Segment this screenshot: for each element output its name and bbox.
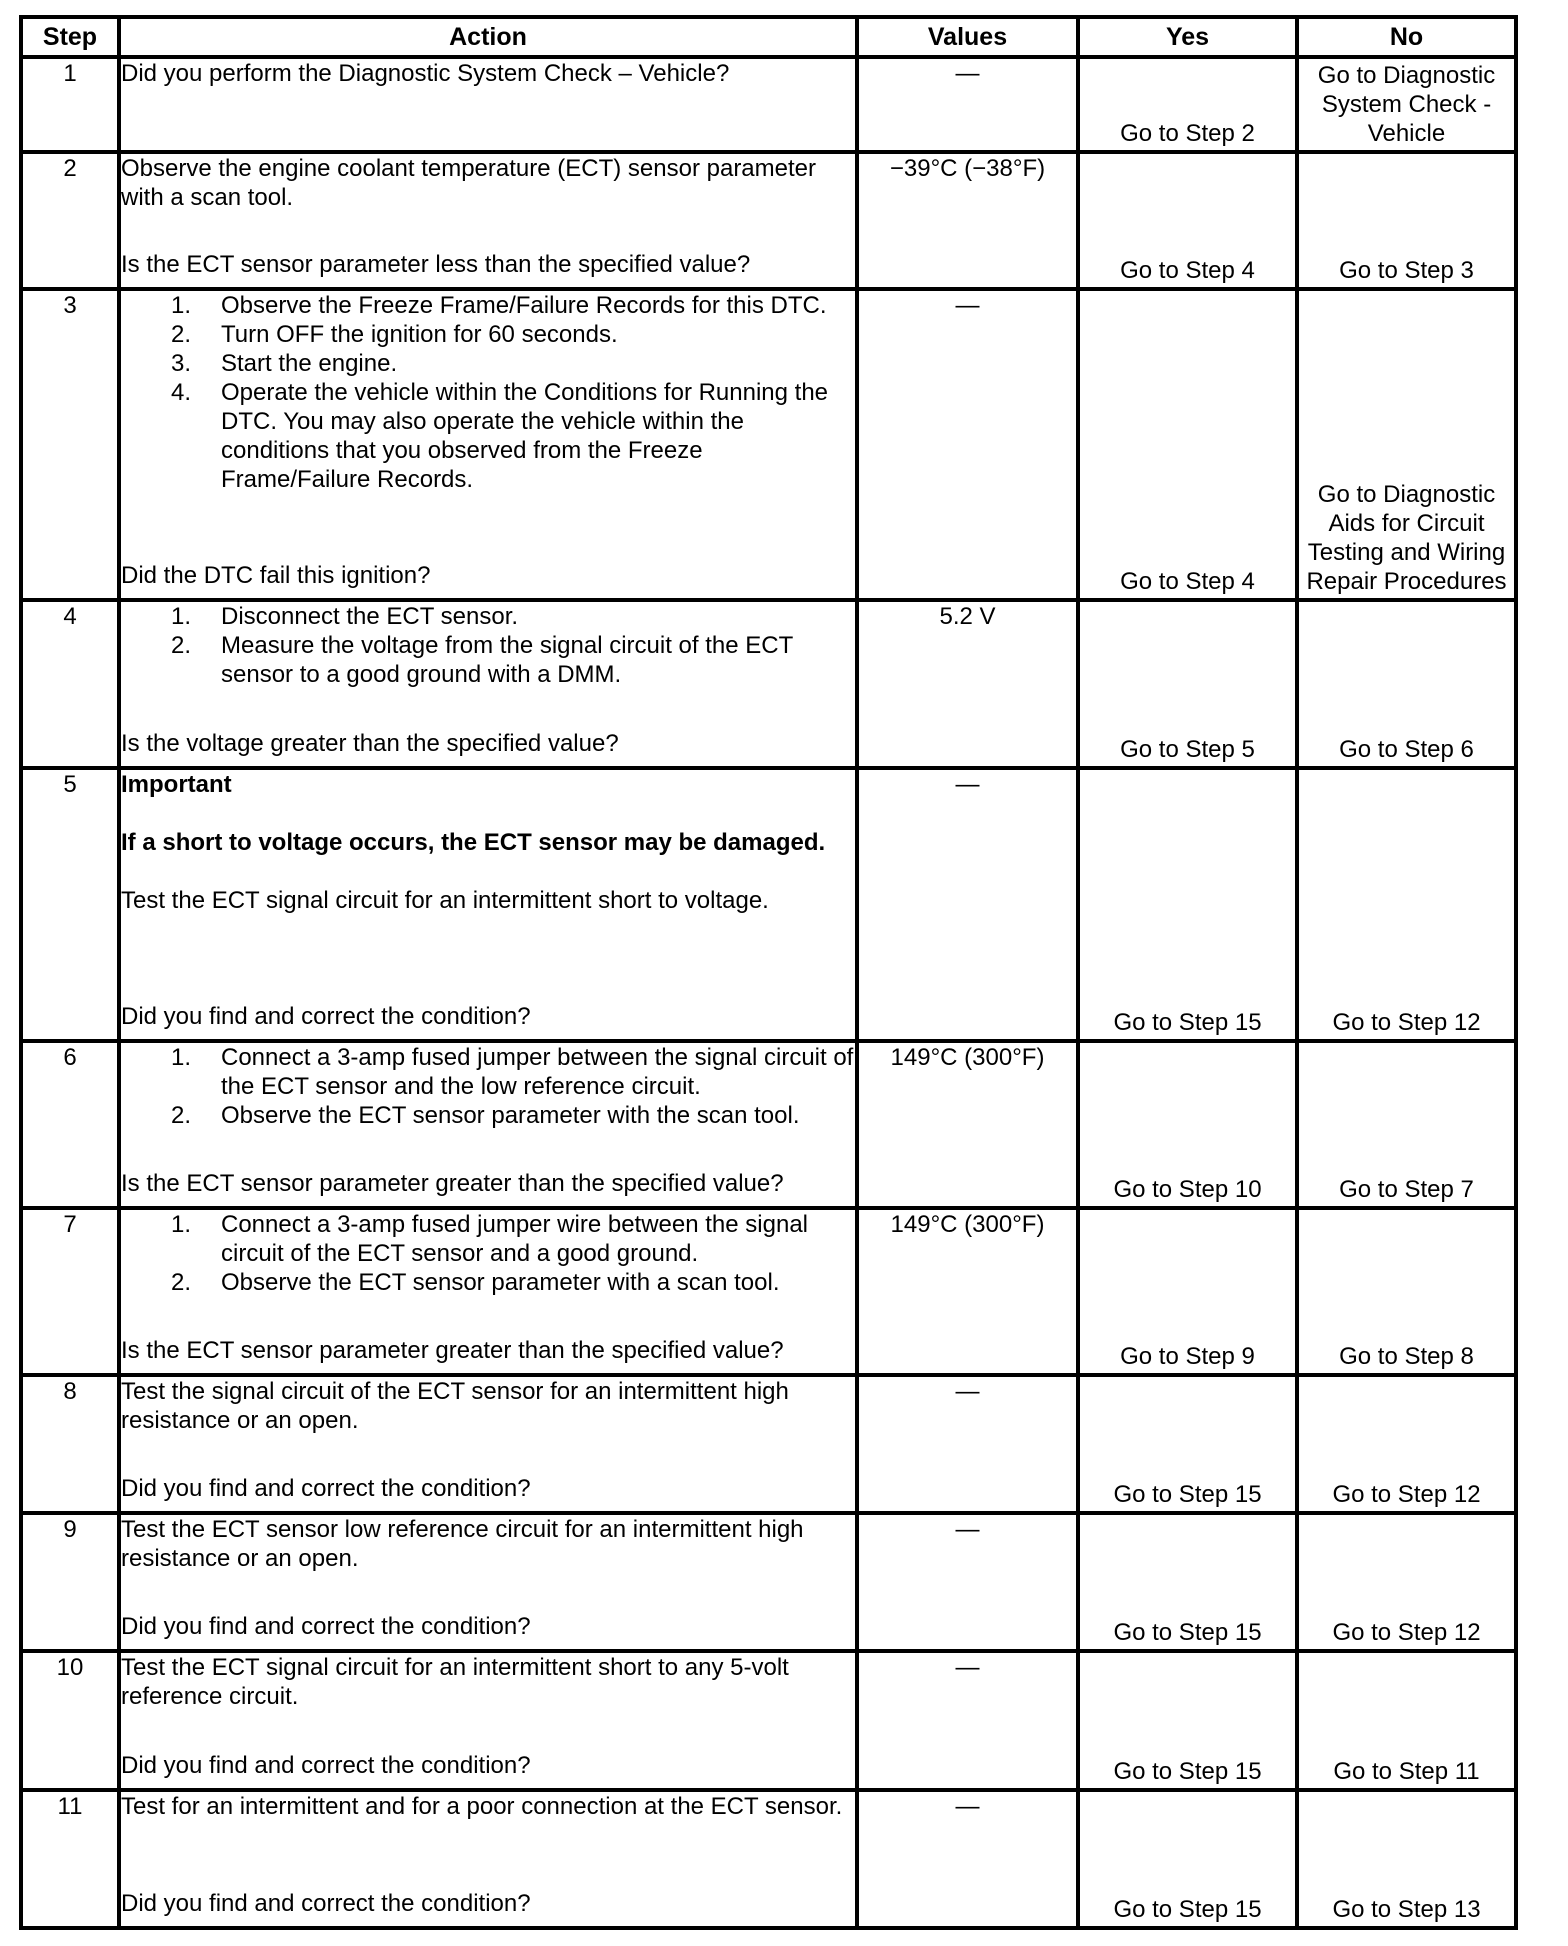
yes-goto-link[interactable]: Go to Step 10 [1113,1176,1262,1203]
procedure-list [121,1210,855,1297]
yes-goto-link[interactable]: Go to Step 9 [1120,1343,1255,1370]
value-cell: 5.2 V [857,600,1078,768]
yes-goto-link[interactable]: Go to Step 2 [1120,120,1255,147]
yes-goto-link[interactable]: Go to Step 4 [1120,568,1255,595]
step-number: 5 [21,768,119,1041]
yes-cell [1078,1513,1297,1651]
yes-goto-link[interactable]: Go to Step 5 [1120,736,1255,763]
step-number: 3 [21,289,119,600]
value-cell: 149°C (300°F) [857,1208,1078,1375]
no-goto-link[interactable]: Go to Step 7 [1339,1176,1474,1203]
action-text: Test the ECT sensor low reference circuit for an intermittent high resistance or an open. [121,1516,804,1572]
no-cell [1297,1790,1516,1928]
list-item-text: Connect a 3-amp fused jumper wire between the signal circuit of the ECT sensor and a good ground. [221,1211,808,1267]
action-content [121,59,855,142]
no-goto-link[interactable]: Go to Step 12 [1332,1619,1481,1646]
action-question: Is the ECT sensor parameter greater than the specified value? [121,1337,784,1364]
table-body [21,57,1516,1928]
yes-goto-link[interactable]: Go to Step 15 [1113,1481,1262,1508]
action-instructions [121,1210,855,1297]
list-item-text: Measure the voltage from the signal circuit of the ECT sensor to a good ground with a DMM. [221,632,793,688]
list-item-text: Operate the vehicle within the Conditions for Running the DTC. You may also operate the vehicle within the conditions that you observed from the Freeze Frame/Failure Records. [221,379,829,493]
yes-goto-link[interactable]: Go to Step 15 [1113,1758,1262,1785]
no-cell [1297,768,1516,1041]
action-cell [119,57,857,152]
important-text: If a short to voltage occurs, the ECT sensor may be damaged. [121,829,826,856]
action-question: Is the ECT sensor parameter less than the specified value? [121,251,751,278]
list-item-text: Disconnect the ECT sensor. [221,603,519,630]
header-step: Step [21,17,119,57]
yes-goto-link[interactable]: Go to Step 15 [1113,1009,1262,1036]
no-cell [1297,1375,1516,1513]
action-question: Is the ECT sensor parameter greater than the specified value? [121,1170,784,1197]
list-item-number: 2. [171,632,192,659]
no-goto-link[interactable]: Go to Step 12 [1332,1009,1481,1036]
action-instructions [121,1515,855,1573]
header-row [21,17,1516,57]
list-item-text: Observe the Freeze Frame/Failure Records for this DTC. [221,292,827,319]
yes-goto-link[interactable]: Go to Step 15 [1113,1619,1262,1646]
action-text: Test the signal circuit of the ECT sensor for an intermittent high resistance or an open. [121,1378,789,1434]
action-text: Test the ECT signal circuit for an intermittent short to any 5-volt reference circuit. [121,1654,789,1710]
yes-cell [1078,57,1297,152]
list-item [171,1101,855,1130]
action-content [121,770,855,1031]
value-cell: — [857,1513,1078,1651]
action-question: Did you find and correct the condition? [121,1475,531,1502]
action-cell [119,1208,857,1375]
action-question: Did you find and correct the condition? [121,1613,531,1640]
value-cell: — [857,768,1078,1041]
step-number: 2 [21,152,119,289]
no-goto-link[interactable]: Go to Step 3 [1339,257,1474,284]
list-item-number: 3. [171,350,192,377]
action-cell [119,1513,857,1651]
action-text: Test for an intermittent and for a poor connection at the ECT sensor. [121,1793,843,1820]
list-item [171,1210,855,1268]
action-instructions [121,1043,855,1130]
table-row [21,1651,1516,1790]
no-cell [1297,1513,1516,1651]
list-item-number: 1. [171,603,192,630]
list-item-number: 2. [171,1269,192,1296]
action-cell [119,1790,857,1928]
action-instructions [121,291,855,494]
table-row [21,289,1516,600]
action-instructions [121,602,855,689]
action-content [121,1792,855,1918]
value-cell: −39°C (−38°F) [857,152,1078,289]
no-goto-link[interactable]: Go to Step 11 [1333,1758,1480,1785]
action-instructions [121,59,855,88]
table-row [21,1041,1516,1208]
action-question: Did you find and correct the condition? [121,1752,531,1779]
value-cell: — [857,57,1078,152]
step-number: 4 [21,600,119,768]
yes-cell [1078,768,1297,1041]
action-content [121,1515,855,1641]
action-content [121,154,855,279]
action-text: Test the ECT signal circuit for an intermittent short to voltage. [121,887,769,914]
no-cell [1297,1041,1516,1208]
action-question: Did you find and correct the condition? [121,1890,531,1917]
list-item-number: 1. [171,1044,192,1071]
list-item-text: Observe the ECT sensor parameter with a scan tool. [221,1269,780,1296]
step-number: 7 [21,1208,119,1375]
yes-goto-link[interactable]: Go to Step 15 [1113,1896,1262,1923]
action-instructions [121,154,855,212]
list-item [171,320,855,349]
no-cell [1297,57,1516,152]
table-row [21,1790,1516,1928]
list-item-number: 4. [171,379,192,406]
value-cell: — [857,1375,1078,1513]
step-number: 1 [21,57,119,152]
header-values: Values [857,17,1078,57]
yes-cell [1078,152,1297,289]
no-goto-link[interactable]: Go to Step 12 [1332,1481,1481,1508]
action-question: Did you find and correct the condition? [121,1003,531,1030]
list-item-number: 2. [171,1102,192,1129]
action-instructions [121,1792,855,1821]
yes-cell [1078,289,1297,600]
list-item-number: 2. [171,321,192,348]
action-instructions [121,770,855,915]
action-cell [119,600,857,768]
yes-goto-link[interactable]: Go to Step 4 [1120,257,1255,284]
action-cell [119,1041,857,1208]
list-item [171,631,855,689]
table-row [21,768,1516,1041]
diagnostic-table [19,15,1518,1930]
table-row [21,1375,1516,1513]
yes-cell [1078,1041,1297,1208]
header-action: Action [119,17,857,57]
step-number: 9 [21,1513,119,1651]
action-question: Is the voltage greater than the specified value? [121,730,619,757]
list-item [171,349,855,378]
action-cell [119,1375,857,1513]
yes-cell [1078,1208,1297,1375]
step-number: 8 [21,1375,119,1513]
action-instructions [121,1653,855,1711]
important-title: Important [121,771,232,798]
action-content [121,1653,855,1780]
list-item [171,1268,855,1297]
procedure-list [121,1043,855,1130]
no-cell [1297,152,1516,289]
no-cell [1297,600,1516,768]
header-yes: Yes [1078,17,1297,57]
table-row [21,57,1516,152]
table-row [21,1208,1516,1375]
step-number: 11 [21,1790,119,1928]
list-item [171,1043,855,1101]
list-item-text: Connect a 3-amp fused jumper between the signal circuit of the ECT sensor and the low reference circuit. [221,1044,854,1100]
action-question: Did the DTC fail this ignition? [121,562,431,589]
value-cell: — [857,1790,1078,1928]
yes-cell [1078,1651,1297,1790]
action-instructions [121,1377,855,1435]
procedure-list [121,602,855,689]
list-item-number: 1. [171,1211,192,1238]
no-cell [1297,1208,1516,1375]
no-goto-link[interactable]: Go to Step 13 [1332,1896,1481,1923]
yes-cell [1078,600,1297,768]
list-item [171,378,855,494]
no-goto-link[interactable]: Go to Step 6 [1339,736,1474,763]
action-cell [119,1651,857,1790]
header-no: No [1297,17,1516,57]
action-cell [119,768,857,1041]
table-row [21,1513,1516,1651]
yes-cell [1078,1790,1297,1928]
list-item-text: Start the engine. [221,350,398,377]
procedure-list [121,291,855,494]
action-content [121,1043,855,1198]
no-goto-link[interactable]: Go to Diagnostic System Check - Vehicle [1317,62,1496,147]
no-cell [1297,1651,1516,1790]
list-item [171,291,855,320]
step-number: 6 [21,1041,119,1208]
no-goto-link[interactable]: Go to Step 8 [1339,1343,1474,1370]
value-cell: — [857,1651,1078,1790]
no-cell [1297,289,1516,600]
list-item-text: Observe the ECT sensor parameter with the scan tool. [221,1102,800,1129]
yes-cell [1078,1375,1297,1513]
table-row [21,600,1516,768]
no-goto-link[interactable]: Go to Diagnostic Aids for Circuit Testing and Wiring Repair Procedures [1306,481,1507,595]
list-item-number: 1. [171,292,192,319]
action-cell [119,289,857,600]
action-content [121,1210,855,1365]
action-content [121,291,855,590]
list-item [171,602,855,631]
value-cell: — [857,289,1078,600]
table-row [21,152,1516,289]
action-text: Did you perform the Diagnostic System Check – Vehicle? [121,60,730,87]
value-cell: 149°C (300°F) [857,1041,1078,1208]
action-text: Observe the engine coolant temperature (ECT) sensor parameter with a scan tool. [121,155,817,211]
action-content [121,602,855,758]
action-content [121,1377,855,1503]
action-cell [119,152,857,289]
list-item-text: Turn OFF the ignition for 60 seconds. [221,321,618,348]
step-number: 10 [21,1651,119,1790]
